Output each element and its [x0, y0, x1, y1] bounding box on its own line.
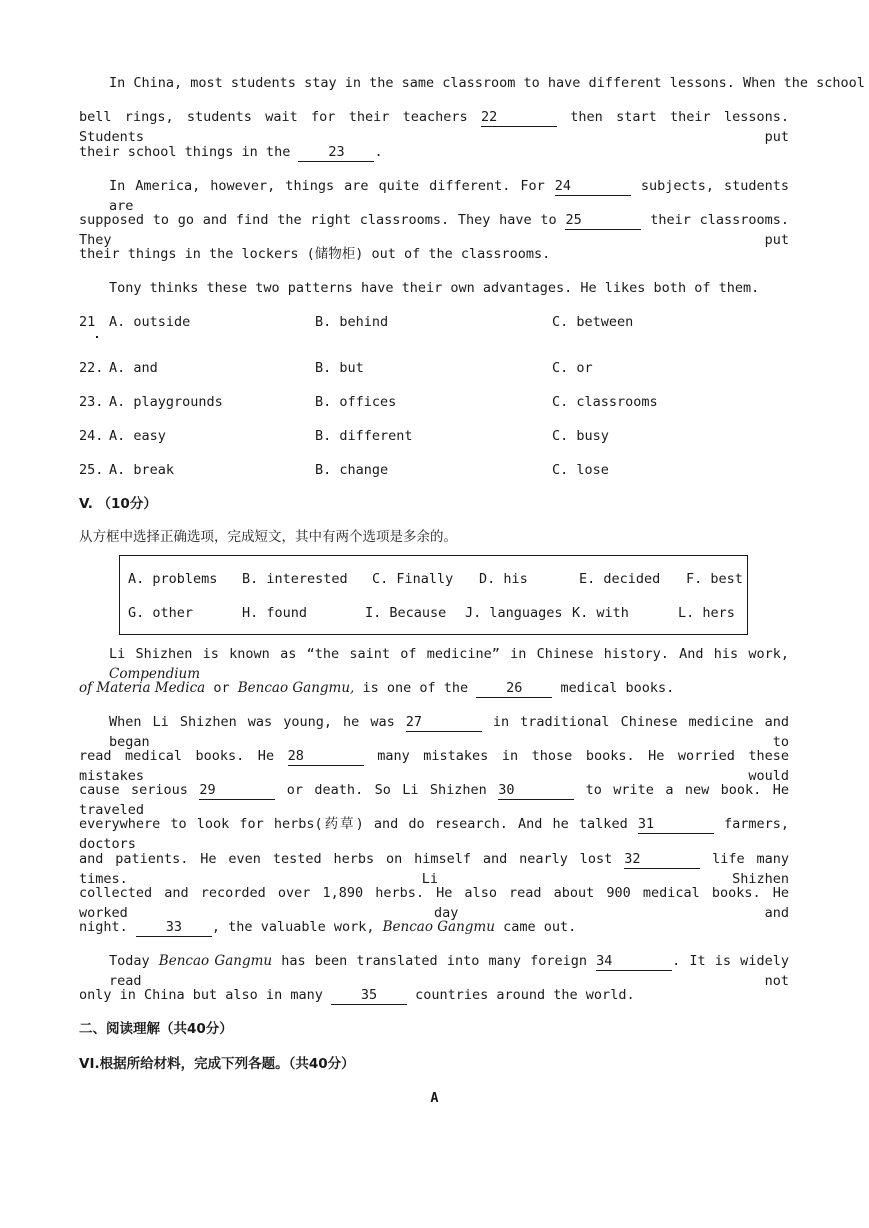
blank-35[interactable]: 35: [331, 987, 407, 1005]
option-a[interactable]: A. playgrounds: [109, 394, 223, 410]
passage2-line: Today Bencao Gangmu has been translated into many foreign 34 . It is widely read not: [109, 953, 789, 989]
blank-28[interactable]: 28: [288, 748, 364, 766]
blank-22[interactable]: 22: [481, 109, 557, 127]
option-a[interactable]: A. outside: [109, 314, 191, 330]
question-25: 25. A. break B. change C. lose: [79, 462, 609, 478]
passage2-line: When Li Shizhen was young, he was 27 in traditional Chinese medicine and began to: [109, 714, 789, 750]
word-option: E. decided: [579, 571, 661, 587]
passage2-line: cause serious 29 or death. So Li Shizhen 30 to write a new book. He traveled: [79, 782, 789, 818]
word-option: A. problems: [128, 571, 218, 587]
option-b[interactable]: B. but: [315, 360, 364, 376]
blank-26[interactable]: 26: [476, 680, 552, 698]
blank-34[interactable]: 34: [596, 953, 672, 971]
word-option: C. Finally: [372, 571, 454, 587]
option-b[interactable]: B. different: [315, 428, 413, 444]
option-c[interactable]: C. between: [552, 314, 634, 330]
option-c[interactable]: C. or: [552, 360, 593, 376]
option-b[interactable]: B. offices: [315, 394, 397, 410]
word-option: D. his: [479, 571, 528, 587]
word-option: L. hers: [678, 605, 735, 621]
blank-32[interactable]: 32: [624, 851, 700, 869]
blank-27[interactable]: 27: [406, 714, 482, 732]
word-option: H. found: [242, 605, 308, 621]
part-subtitle: VI.根据所给材料，完成下列各题。（共40分）: [79, 1056, 355, 1072]
question-21: 21 A. outside B. behind C. between: [79, 314, 634, 330]
section-title: V. （10分）: [79, 496, 157, 512]
option-c[interactable]: C. lose: [552, 462, 609, 478]
option-a[interactable]: A. break: [109, 462, 175, 478]
passage2-line: Li Shizhen is known as “the saint of medicine” in Chinese history. And his work, Compendium: [109, 646, 789, 682]
word-option: G. other: [128, 605, 194, 621]
blank-30[interactable]: 30: [498, 782, 574, 800]
passage1-line: bell rings, students wait for their teachers 22 then start their lessons. Students put: [79, 109, 789, 145]
passage2-line: of Materia Medica or Bencao Gangmu, is one of the 26 medical books.: [79, 680, 675, 696]
passage2-line: night. 33 , the valuable work, Bencao Gangmu came out.: [79, 919, 577, 935]
passage1-line: In China, most students stay in the same classroom to have different lessons. When the school: [109, 75, 865, 91]
passage2-line: read medical books. He 28 many mistakes in those books. He worried these mistakes would: [79, 748, 790, 784]
passage2-line: only in China but also in many 35 countries around the world.: [79, 987, 635, 1003]
option-a[interactable]: A. and: [109, 360, 158, 376]
passage1-line: their school things in the 23 .: [79, 144, 383, 160]
passage2-line: collected and recorded over 1,890 herbs. He also read about 900 medical books. He worked day and: [79, 885, 789, 921]
stray-dot: [96, 336, 98, 338]
section-instruction: 从方框中选择正确选项，完成短文，其中有两个选项是多余的。: [79, 529, 457, 545]
passage1-line: supposed to go and find the right classrooms. They have to 25 their classrooms. They put: [79, 212, 790, 248]
passage1-line: In America, however, things are quite different. For 24 subjects, students are: [109, 178, 789, 214]
blank-33[interactable]: 33: [136, 919, 212, 937]
passage2-line: and patients. He even tested herbs on himself and nearly lost 32 life many times. Li Shizhen: [79, 851, 789, 887]
question-22: 22. A. and B. but C. or: [79, 360, 593, 376]
option-b[interactable]: B. behind: [315, 314, 389, 330]
word-option: J. languages: [465, 605, 563, 621]
part-title: 二、阅读理解（共40分）: [79, 1021, 233, 1037]
option-b[interactable]: B. change: [315, 462, 389, 478]
blank-23[interactable]: 23: [298, 144, 374, 162]
option-c[interactable]: C. busy: [552, 428, 609, 444]
question-23: 23. A. playgrounds B. offices C. classrooms: [79, 394, 658, 410]
passage-label: A: [430, 1090, 439, 1106]
blank-24[interactable]: 24: [555, 178, 631, 196]
blank-29[interactable]: 29: [199, 782, 275, 800]
word-bank-box: [119, 555, 748, 635]
blank-31[interactable]: 31: [638, 816, 714, 834]
blank-25[interactable]: 25: [565, 212, 641, 230]
word-option: K. with: [572, 605, 629, 621]
word-option: B. interested: [242, 571, 348, 587]
option-a[interactable]: A. easy: [109, 428, 166, 444]
word-option: F. best: [686, 571, 743, 587]
question-24: 24. A. easy B. different C. busy: [79, 428, 609, 444]
passage1-line: their things in the lockers (储物柜) out of the classrooms.: [79, 246, 551, 262]
option-c[interactable]: C. classrooms: [552, 394, 658, 410]
passage2-line: everywhere to look for herbs(药草) and do research. And he talked 31 farmers, doctors: [79, 816, 789, 852]
passage1-line: Tony thinks these two patterns have their own advantages. He likes both of them.: [109, 280, 760, 296]
word-option: I. Because: [365, 605, 447, 621]
